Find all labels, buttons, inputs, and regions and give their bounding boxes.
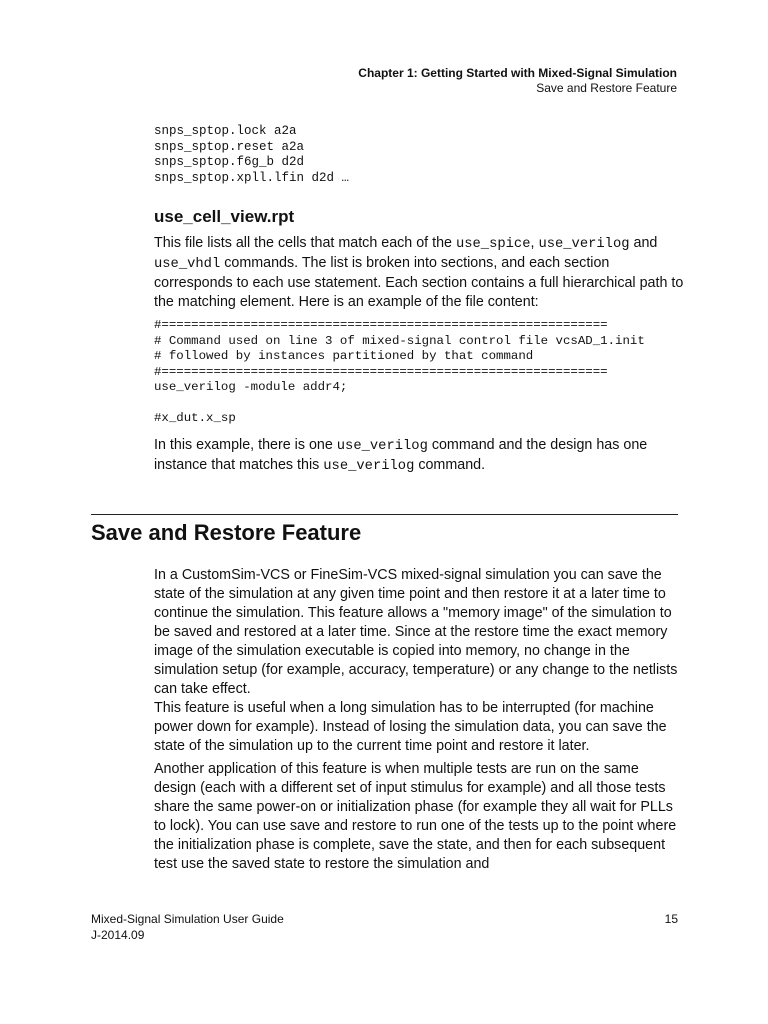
paragraph-use-cell-view-intro: This file lists all the cells that match each of the use_spice, use_verilog and use_vhdl commands. The list is broken into sections, and each section corresponds to each use statement. Each section contains a full hierarchical path to the matching element. Here is an example of the file content: xyxy=(154,235,684,310)
paragraph-save-restore-3: Another application of this feature is when multiple tests are run on the same design (each with a different set of input stimulus for example) and all those tests share the same power-on or initialization phase (for example they all wait for PLLs to lock). You can use save and restore to run one of the tests up to the point where the initialization phase is complete, save the state, and then for each subsequent test use the saved state to restore the simulation and xyxy=(154,761,677,872)
code-line: #============================================================ xyxy=(154,318,608,332)
inline-code: use_vhdl xyxy=(154,257,221,272)
inline-code: use_verilog xyxy=(323,459,415,474)
code-line: snps_sptop.reset a2a xyxy=(154,139,305,154)
running-header-section: Save and Restore Feature xyxy=(536,81,677,95)
code-line: snps_sptop.xpll.lfin d2d … xyxy=(154,170,350,185)
section-divider xyxy=(91,514,678,515)
footer-guide-title: Mixed-Signal Simulation User Guide xyxy=(91,912,284,926)
section-heading-use-cell-view: use_cell_view.rpt xyxy=(154,207,295,226)
inline-code: use_verilog xyxy=(538,237,630,252)
code-line: # followed by instances partitioned by that command xyxy=(154,349,534,363)
code-line: use_verilog -module addr4; xyxy=(154,380,348,394)
code-line: #x_dut.x_sp xyxy=(154,411,236,425)
inline-code: use_spice xyxy=(455,237,531,252)
section-heading-save-restore: Save and Restore Feature xyxy=(91,520,362,545)
page-number: 15 xyxy=(664,912,678,926)
code-line: #============================================================ xyxy=(154,364,608,379)
code-block-signals xyxy=(154,124,349,186)
code-line: snps_sptop.f6g_b d2d xyxy=(154,155,305,169)
inline-code: use_verilog xyxy=(336,439,428,454)
code-line: snps_sptop.lock a2a xyxy=(154,124,297,138)
code-line xyxy=(154,396,645,412)
paragraph-save-restore-2: This feature is useful when a long simulation has to be interrupted (for machine power down for example). Instead of losing the simulation data, you can save the state of the simulation up to the current time point and restore it later. xyxy=(154,700,667,754)
code-line: # Command used on line 3 of mixed-signal control file vcsAD_1.init xyxy=(154,333,645,348)
paragraph-use-cell-view-example: In this example, there is one use_verilog command and the design has one instance that matches this use_verilog command. xyxy=(154,437,648,474)
paragraph-save-restore-1: In a CustomSim-VCS or FineSim-VCS mixed-signal simulation you can save the state of the simulation at any given time point and then restore it at a later time to continue the simulation. This feature allows a "memory image" of the simulation to be saved and restored at a later time. Since at the restore time the exact memory image of the simulation executable is copied into memory, no change in the simulation setup (for example, accuracy, temperature) or any change to the netlists can take effect. xyxy=(154,567,678,697)
running-header-chapter: Chapter 1: Getting Started with Mixed-Signal Simulation xyxy=(358,66,677,80)
footer-version: J-2014.09 xyxy=(91,928,145,942)
code-block-file-content xyxy=(154,318,645,427)
